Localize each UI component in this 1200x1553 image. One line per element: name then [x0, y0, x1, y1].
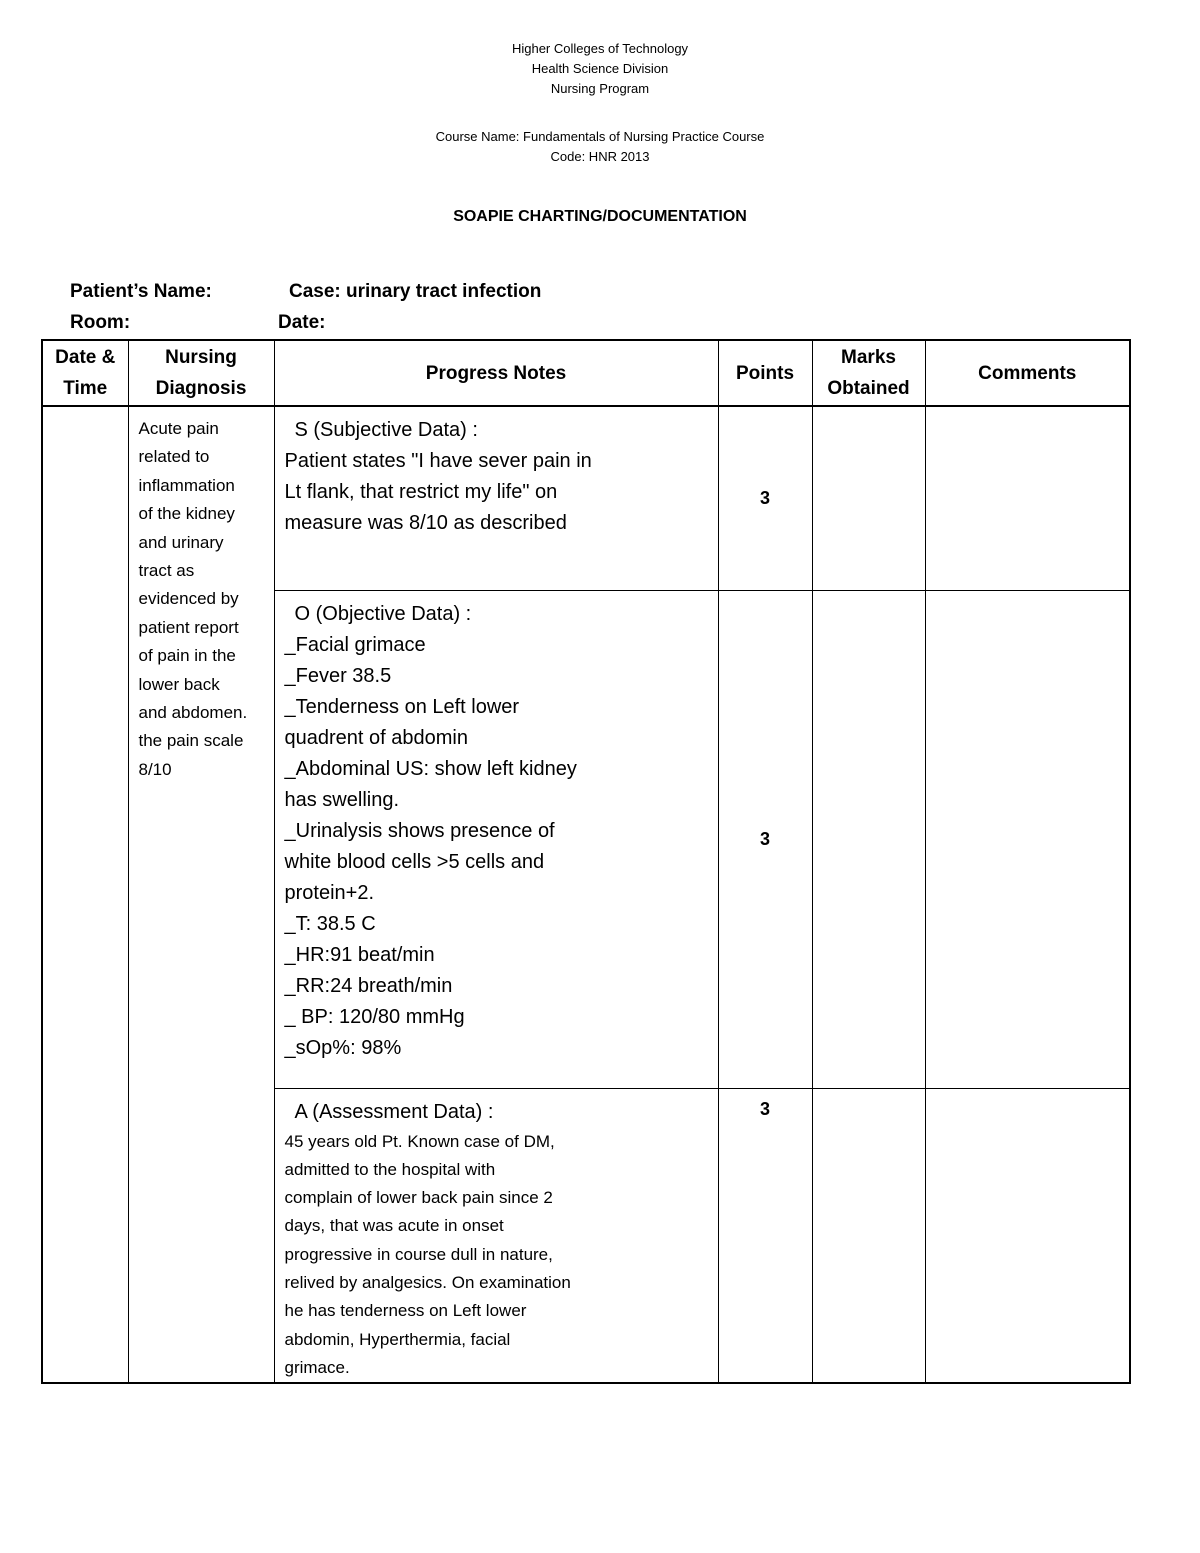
subjective-comments-cell	[925, 406, 1130, 590]
header-date-time	[42, 340, 128, 406]
header-marks-line1: Marks	[841, 347, 896, 368]
objective-line: _Urinalysis shows presence of	[284, 819, 555, 842]
objective-line: _sOp%: 98%	[284, 1036, 402, 1059]
assessment-line: relived by analgesics. On examination	[284, 1272, 571, 1292]
header-nursing-diagnosis	[128, 340, 274, 406]
diagnosis-line: of the kidney	[138, 504, 235, 524]
soapie-table	[41, 339, 1131, 1384]
assessment-notes-cell	[274, 1088, 718, 1383]
table-row-subjective	[42, 406, 1130, 590]
nursing-diagnosis-cell	[128, 406, 274, 1383]
objective-line: white blood cells >5 cells and	[284, 850, 545, 873]
diagnosis-line: lower back	[138, 674, 220, 694]
diagnosis-line: patient report	[138, 617, 239, 637]
assessment-line: days, that was acute in onset	[284, 1216, 504, 1236]
assessment-line: 45 years old Pt. Known case of DM,	[284, 1131, 555, 1151]
objective-line: has swelling.	[284, 788, 400, 811]
diagnosis-line: 8/10	[138, 759, 172, 779]
assessment-heading: A (Assessment Data) :	[294, 1100, 494, 1123]
assessment-line: complain of lower back pain since 2	[284, 1188, 553, 1208]
diagnosis-line: tract as	[138, 561, 195, 581]
diagnosis-line: the pain scale	[138, 731, 244, 751]
header-diagnosis-line1: Nursing	[165, 347, 237, 368]
assessment-line: abdomin, Hyperthermia, facial	[284, 1329, 511, 1349]
subjective-heading: S (Subjective Data) :	[294, 419, 478, 441]
institution-name: Higher Colleges of Technology	[511, 41, 689, 56]
document-header	[0, 39, 1200, 99]
program-name: Nursing Program	[550, 81, 650, 96]
header-diagnosis-line2: Diagnosis	[155, 378, 247, 399]
objective-comments-cell	[925, 590, 1130, 1088]
subjective-notes-cell	[274, 406, 718, 590]
division-name: Health Science Division	[531, 61, 669, 76]
objective-line: protein+2.	[284, 881, 375, 904]
objective-points: 3	[718, 590, 812, 1088]
course-code: Code: HNR 2013	[550, 149, 650, 164]
header-marks-line2: Obtained	[827, 378, 910, 399]
subjective-points: 3	[718, 406, 812, 590]
objective-line: _Tenderness on Left lower	[284, 695, 520, 718]
date-time-cell	[42, 406, 128, 1383]
diagnosis-line: evidenced by	[138, 589, 239, 609]
objective-line: _Facial grimace	[284, 633, 426, 656]
assessment-line: grimace.	[284, 1357, 350, 1377]
header-comments: Comments	[925, 340, 1130, 406]
subjective-marks-cell	[812, 406, 925, 590]
diagnosis-line: inflammation	[138, 475, 235, 495]
course-info	[0, 127, 1200, 167]
patient-name-label: Patient’s Name:	[70, 281, 212, 302]
objective-marks-cell	[812, 590, 925, 1088]
document-title: SOAPIE CHARTING/DOCUMENTATION	[453, 208, 747, 225]
assessment-points: 3	[718, 1088, 812, 1383]
diagnosis-line: and abdomen.	[138, 703, 248, 723]
assessment-line: progressive in course dull in nature,	[284, 1244, 553, 1264]
objective-heading: O (Objective Data) :	[294, 602, 472, 625]
header-date-time-line2: Time	[63, 378, 108, 399]
assessment-line: he has tenderness on Left lower	[284, 1301, 527, 1321]
date-label: Date:	[278, 312, 326, 333]
diagnosis-line: related to	[138, 447, 210, 467]
case-label: Case: urinary tract infection	[289, 281, 542, 302]
header-marks-obtained	[812, 340, 925, 406]
objective-line: _RR:24 breath/min	[284, 974, 453, 997]
objective-notes-cell	[274, 590, 718, 1088]
assessment-comments-cell	[925, 1088, 1130, 1383]
room-label: Room:	[70, 312, 131, 333]
header-date-time-line1: Date &	[55, 347, 116, 368]
header-progress-notes: Progress Notes	[274, 340, 718, 406]
objective-line: _Fever 38.5	[284, 664, 392, 687]
diagnosis-line: of pain in the	[138, 646, 236, 666]
objective-line: _Abdominal US: show left kidney	[284, 757, 577, 780]
objective-line: quadrent of abdomin	[284, 726, 468, 749]
diagnosis-line: Acute pain	[138, 419, 219, 438]
objective-line: _HR:91 beat/min	[284, 943, 435, 966]
objective-line: _T: 38.5 C	[284, 912, 376, 935]
diagnosis-line: and urinary	[138, 532, 224, 552]
assessment-marks-cell	[812, 1088, 925, 1383]
course-name: Course Name: Fundamentals of Nursing Practice Course	[435, 129, 765, 144]
table-header-row	[42, 340, 1130, 406]
subjective-line: measure was 8/10 as described	[284, 512, 567, 534]
header-points: Points	[718, 340, 812, 406]
subjective-line: Patient states "I have sever pain in	[284, 450, 592, 472]
objective-line: _ BP: 120/80 mmHg	[284, 1005, 465, 1028]
assessment-line: admitted to the hospital with	[284, 1159, 496, 1179]
subjective-line: Lt flank, that restrict my life" on	[284, 481, 558, 503]
